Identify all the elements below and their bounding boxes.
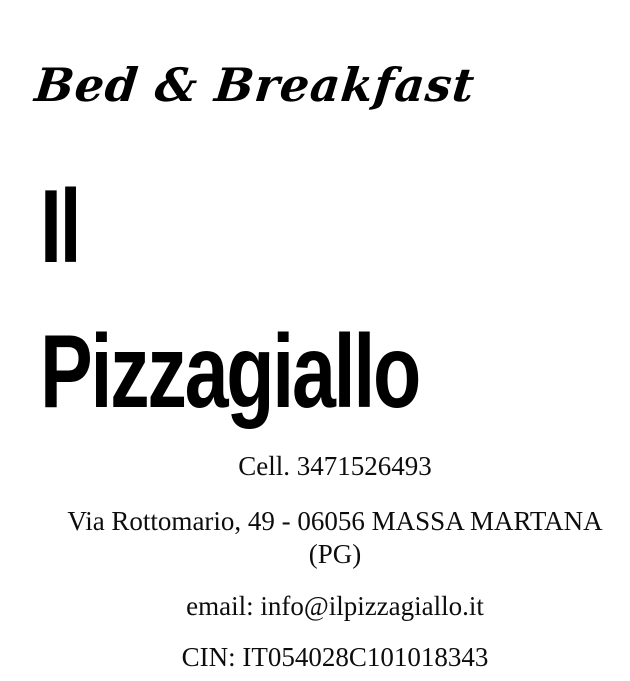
phone-number: Cell. 3471526493 — [238, 451, 432, 481]
address-line2: (PG) — [308, 539, 362, 569]
property-name — [40, 155, 419, 445]
tagline-bed-and-breakfast: Bed & Breakfast — [32, 58, 478, 112]
address — [40, 505, 630, 571]
property-name-line1: Il — [40, 169, 80, 285]
email-address: email: info@ilpizzagiallo.it — [186, 591, 484, 621]
address-line1: Via Rottomario, 49 - 06056 MASSA MARTANA — [67, 506, 603, 536]
cin-code: CIN: IT054028C101018343 — [181, 642, 489, 672]
property-name-line2: Pizzagiallo — [40, 314, 420, 430]
